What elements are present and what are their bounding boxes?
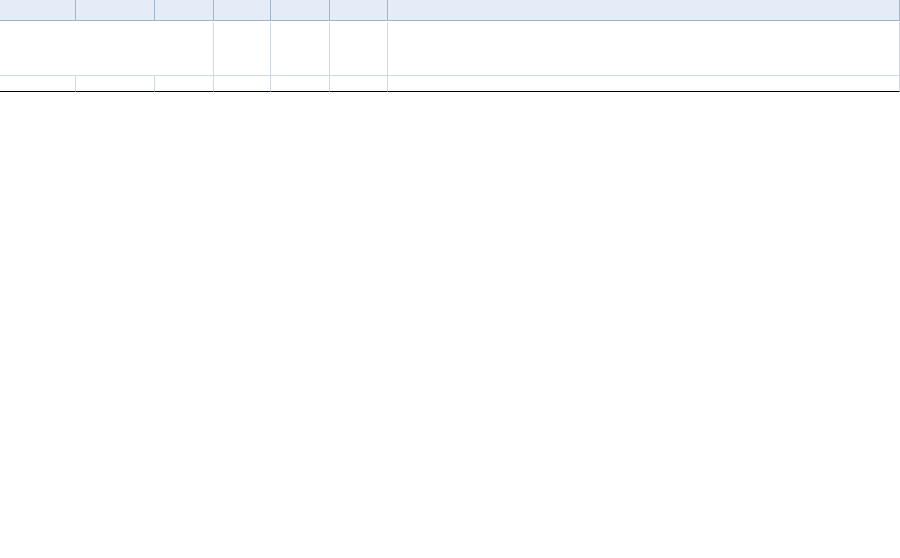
briquettes-header[interactable]	[76, 76, 155, 92]
total-lbs-header[interactable]	[330, 22, 388, 76]
column-header-f[interactable]	[330, 0, 388, 21]
date-header[interactable]	[0, 76, 76, 92]
column-header-c[interactable]	[155, 0, 214, 21]
cell[interactable]	[214, 22, 271, 76]
lump-header[interactable]	[155, 76, 214, 92]
column-header-a[interactable]	[0, 0, 76, 21]
cell[interactable]	[330, 76, 388, 92]
column-header-b[interactable]	[76, 0, 155, 21]
column-header-g[interactable]	[388, 0, 900, 21]
monthly-usage-header[interactable]	[271, 22, 330, 76]
sheet-title[interactable]	[0, 22, 214, 76]
cell[interactable]	[388, 76, 900, 92]
title-row	[0, 22, 900, 76]
total-header[interactable]	[214, 76, 271, 92]
column-header-bar	[0, 0, 900, 22]
notes-header[interactable]	[388, 22, 900, 76]
column-header-d[interactable]	[214, 0, 271, 21]
column-labels-row	[0, 76, 900, 92]
column-header-e[interactable]	[271, 0, 330, 21]
cell[interactable]	[271, 76, 330, 92]
